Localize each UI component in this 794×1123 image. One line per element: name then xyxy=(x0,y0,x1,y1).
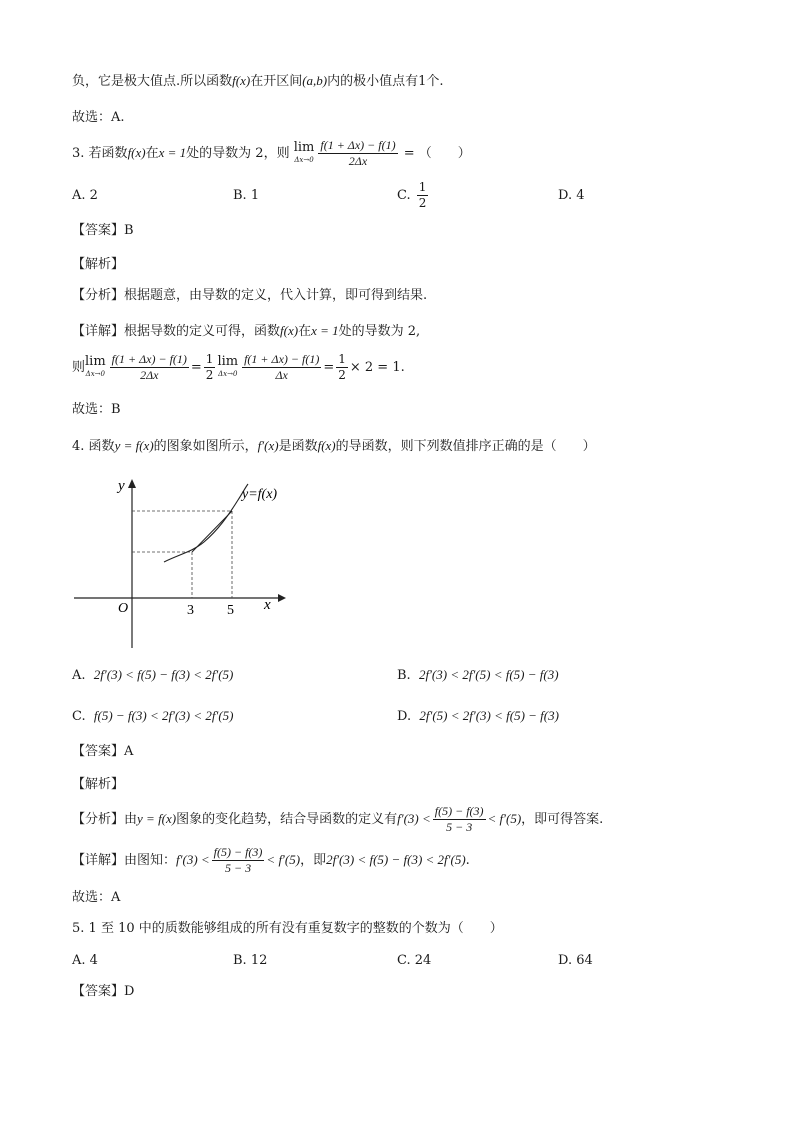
tick-5: 5 xyxy=(227,603,234,618)
q4-analysis-heading: 【解析】 xyxy=(72,777,125,792)
curve xyxy=(164,484,248,562)
origin-label: O xyxy=(118,601,129,616)
curve-label: y=f(x) xyxy=(242,487,278,502)
intro-line: 负，它是极大值点.所以函数f(x)在开区间(a,b)内的极小值点有1个. xyxy=(72,73,444,89)
q5-option-b: B. 12 xyxy=(233,953,268,968)
q3-derivation: 则 lim Δx→0 $\frac{f(1 + \Delta x) - f(1)}{2\Delta x}$ = $\frac{1}{2}$ lim Δx→0 $\frac{f(1 + \Delta x) - f(1)}{\Delta x}$ = $\frac{1}{2}$ × 2 = 1. xyxy=(72,352,405,382)
q4-answer: 【答案】A xyxy=(72,744,134,759)
tick-3: 3 xyxy=(187,603,194,618)
function-graph xyxy=(72,472,292,652)
q3-option-d: D. 4 xyxy=(558,188,585,203)
prev-answer-choice: 故选：A. xyxy=(72,110,125,125)
y-label: y xyxy=(118,478,125,494)
q4-option-a: A. 2f′(3) < f(5) − f(3) < 2f′(5) xyxy=(72,667,234,683)
math-fx: f(x) xyxy=(232,73,251,88)
q4-choose: 故选：A xyxy=(72,890,121,905)
limit-op: lim Δx→0 xyxy=(293,139,315,164)
q3-option-a: A. 2 xyxy=(72,188,98,203)
q3-fenxi: 【分析】根据题意，由导数的定义，代入计算，即可得到结果. xyxy=(72,288,428,303)
q4-fenxi: 【分析】由y = f(x)图象的变化趋势，结合导函数的定义有f′(3) < $\frac{f(5) - f(3)}{5 - 3}$ < f′(5)，即可得答案. xyxy=(72,804,604,834)
question-3: 3. 若函数f(x)在x = 1处的导数为 2，则 lim Δx→0 $\frac{f(1 + \Delta x) - f(1)}{2\Delta x}$ = （ ） xyxy=(72,138,471,168)
q4-xiangjie: 【详解】由图知：f′(3) < $\frac{f(5) - f(3)}{5 - 3}$ < f′(5)，即2f′(3) < f(5) − f(3) < 2f′(5). xyxy=(72,845,470,875)
x-label: x xyxy=(264,597,271,613)
q3-option-b: B. 1 xyxy=(233,188,260,203)
question-5: 5. 1 至 10 中的质数能够组成的所有没有重复数字的整数的个数为（ ） xyxy=(72,921,503,936)
q3-choose: 故选：B xyxy=(72,402,121,417)
y-axis-arrow xyxy=(128,479,136,488)
q5-option-c: C. 24 xyxy=(397,953,432,968)
fraction: $\frac{f(1 + \Delta x) - f(1)}{2\Delta x}$ xyxy=(320,138,396,168)
math-interval: (a,b) xyxy=(302,73,328,88)
q5-answer: 【答案】D xyxy=(72,984,135,999)
q3-option-c: C. $\frac{1}{2}$ xyxy=(397,180,427,210)
q4-option-c: C. f(5) − f(3) < 2f′(3) < 2f′(5) xyxy=(72,708,234,724)
question-4: 4. 函数y = f(x)的图象如图所示，f′(x)是函数f(x)的导函数，则下列数值排序正确的是（ ） xyxy=(72,438,596,454)
secant-line xyxy=(192,511,232,552)
q3-answer: 【答案】B xyxy=(72,223,134,238)
q3-analysis-heading: 【解析】 xyxy=(72,257,125,272)
q5-option-a: A. 4 xyxy=(72,953,98,968)
q4-option-d: D. 2f′(5) < 2f′(3) < f(5) − f(3) xyxy=(397,708,559,724)
fraction-half: $\frac{1}{2}$ xyxy=(418,180,427,210)
q3-xiangjie: 【详解】根据导数的定义可得，函数f(x)在x = 1处的导数为 2, xyxy=(72,323,421,339)
q5-option-d: D. 64 xyxy=(558,953,593,968)
x-axis-arrow xyxy=(278,594,286,602)
q4-option-b: B. 2f′(3) < 2f′(5) < f(5) − f(3) xyxy=(397,667,559,683)
